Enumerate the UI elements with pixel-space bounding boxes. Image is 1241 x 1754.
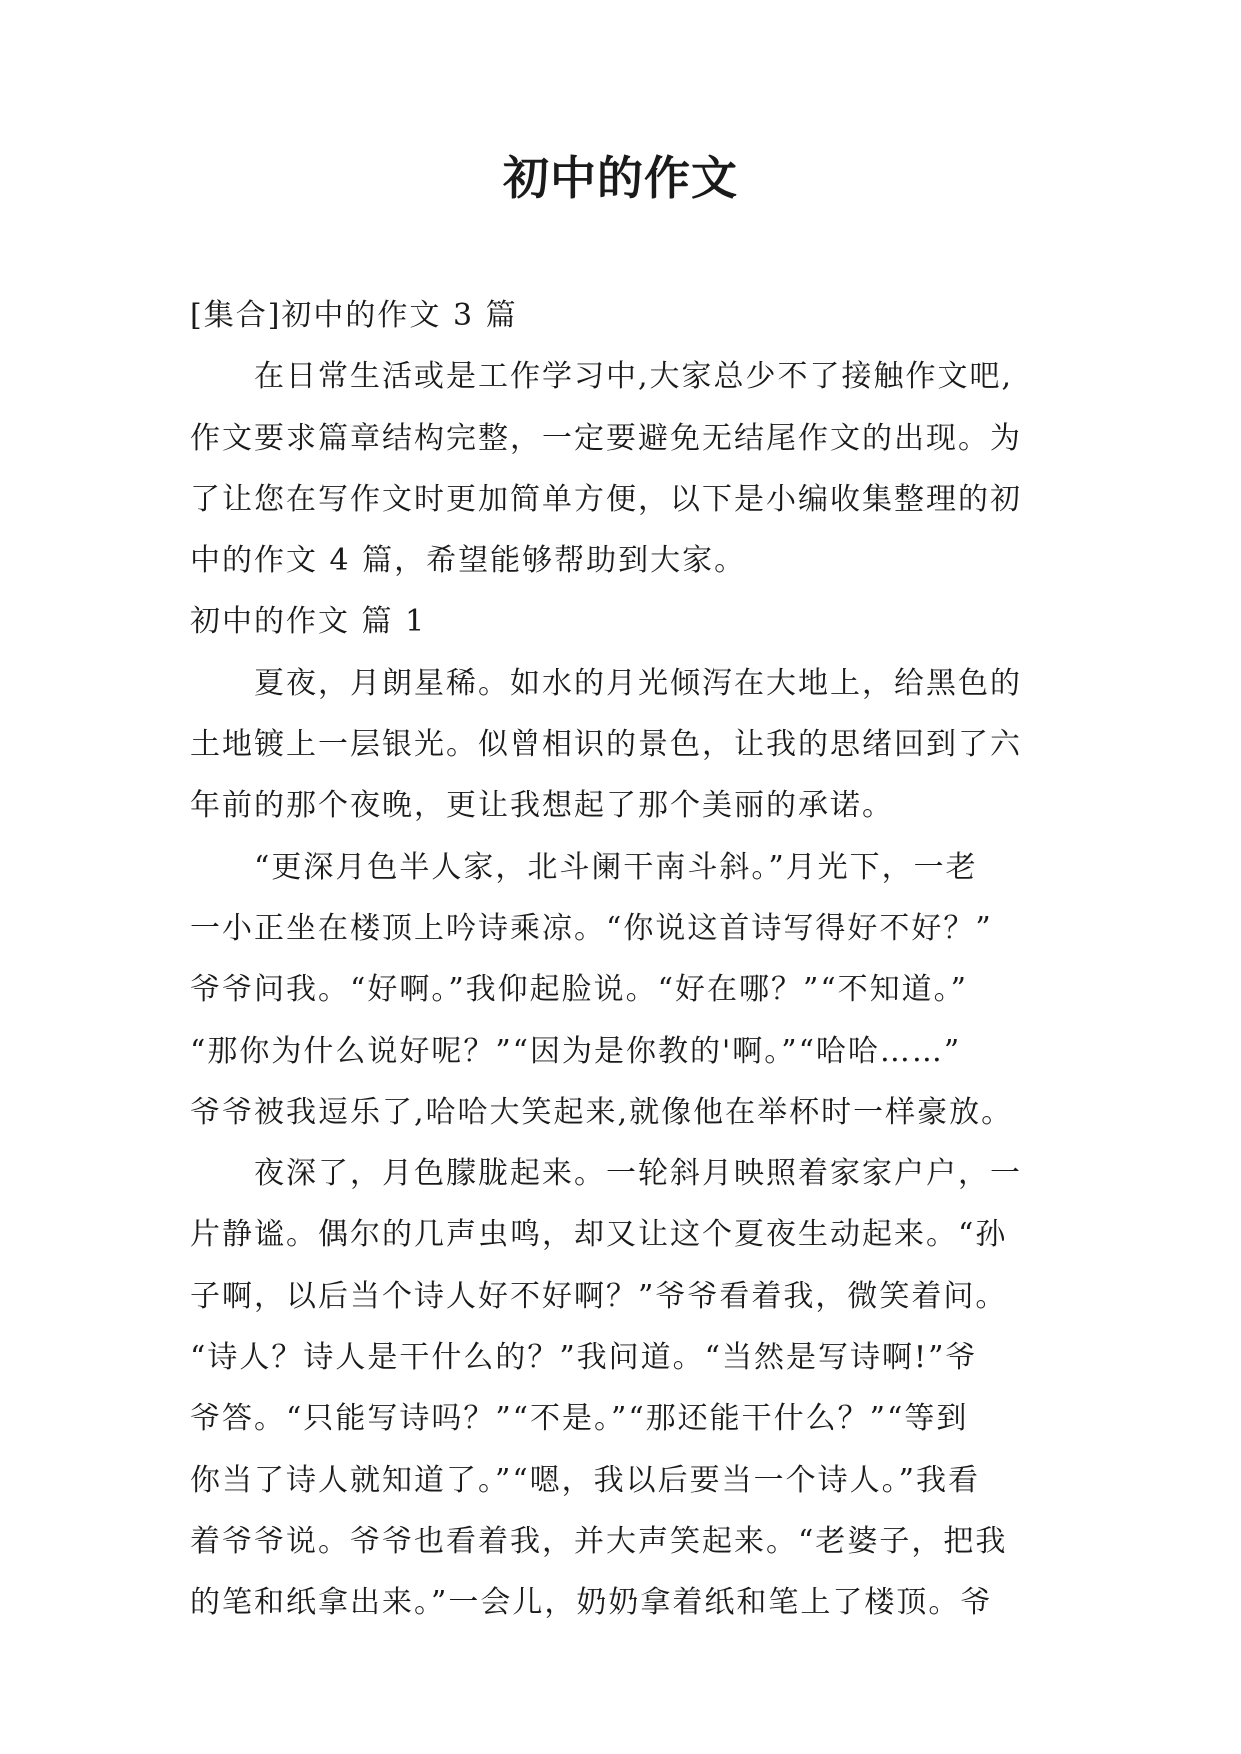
text-line: 在日常生活或是工作学习中,大家总少不了接触作文吧, bbox=[254, 359, 1014, 395]
text-line: “更深月色半人家，北斗阑干南斗斜。”月光下，一老 bbox=[254, 849, 978, 885]
text-line: 爷答。“只能写诗吗？”“不是。”“那还能干什么？”“等到 bbox=[190, 1401, 969, 1437]
text-line: 初中的作文 篇 1 bbox=[190, 604, 427, 640]
text-line: 一小正坐在楼顶上吟诗乘凉。“你说这首诗写得好不好？” bbox=[190, 910, 993, 946]
text-line: 子啊，以后当个诗人好不好啊？”爷爷看着我，微笑着问。 bbox=[190, 1278, 1008, 1314]
text-line: “诗人？诗人是干什么的？”我问道。“当然是写诗啊!”爷 bbox=[190, 1340, 978, 1376]
text-line: 了让您在写作文时更加简单方便，以下是小编收集整理的初 bbox=[190, 481, 1022, 517]
text-line: 片静谧。偶尔的几声虫鸣，却又让这个夏夜生动起来。“孙 bbox=[190, 1217, 1008, 1253]
text-line: “那你为什么说好呢？”“因为是你教的'啊。”“哈哈……” bbox=[190, 1033, 962, 1069]
text-line: 你当了诗人就知道了。”“嗯，我以后要当一个诗人。”我看 bbox=[190, 1462, 981, 1498]
text-line: 爷爷被我逗乐了,哈哈大笑起来,就像他在举杯时一样豪放。 bbox=[190, 1094, 1014, 1130]
document-body bbox=[190, 285, 1060, 1634]
text-line: 年前的那个夜晚，更让我想起了那个美丽的承诺。 bbox=[190, 788, 894, 824]
text-line: 作文要求篇章结构完整，一定要避免无结尾作文的出现。为 bbox=[190, 420, 1022, 456]
text-line: 中的作文 4 篇，希望能够帮助到大家。 bbox=[190, 543, 747, 579]
text-line: 着爷爷说。爷爷也看着我，并大声笑起来。“老婆子，把我 bbox=[190, 1523, 1008, 1559]
text-line: 的笔和纸拿出来。”一会儿，奶奶拿着纸和笔上了楼顶。爷 bbox=[190, 1585, 993, 1621]
text-line: 夜深了，月色朦胧起来。一轮斜月映照着家家户户，一 bbox=[254, 1156, 1022, 1192]
text-line: 夏夜，月朗星稀。如水的月光倾泻在大地上，给黑色的 bbox=[254, 665, 1022, 701]
text-line: [集合]初中的作文 3 篇 bbox=[190, 298, 518, 333]
document-title: 初中的作文 bbox=[503, 151, 738, 205]
text-line: 爷爷问我。“好啊。”我仰起脸说。“好在哪？”“不知道。” bbox=[190, 972, 969, 1008]
text-line: 土地镀上一层银光。似曾相识的景色，让我的思绪回到了六 bbox=[190, 727, 1022, 763]
